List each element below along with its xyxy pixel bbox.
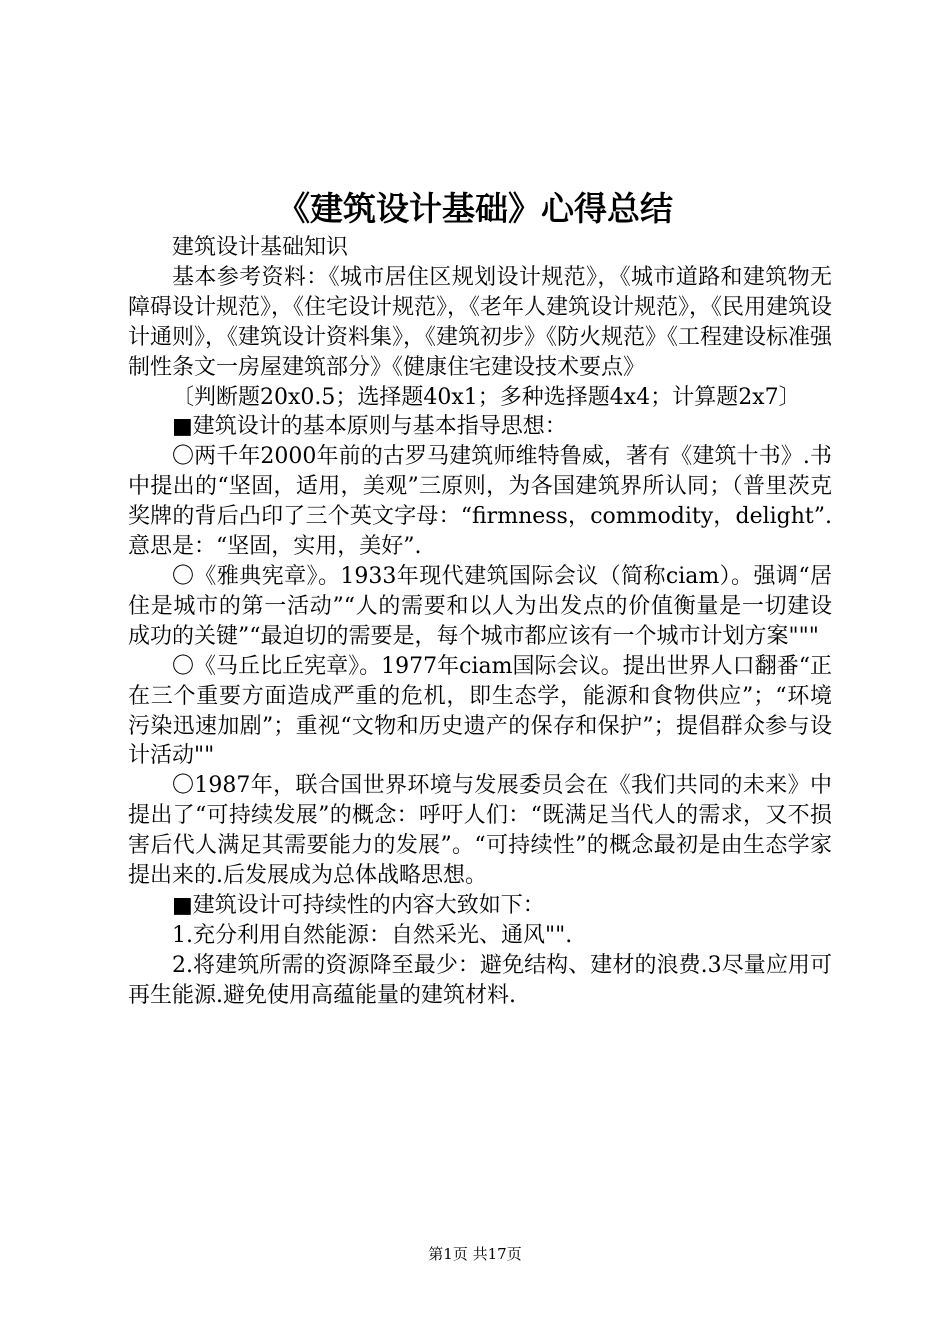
paragraph-sustainability: 〇1987年，联合国世界环境与发展委员会在《我们共同的未来》中提出了“可持续发展”的概念：呼吁人们：“既满足当代人的需求，又不损害后代人满足其需要能力的发展”。“可持续性”的概念最初是由生态学家提出来的.后发展成为总体战略思想。: [128, 773, 832, 889]
document-body: [128, 233, 832, 1011]
paragraph-references: 基本参考资料：《城市居住区规划设计规范》，《城市道路和建筑物无障碍设计规范》，《住宅设计规范》，《老年人建筑设计规范》，《民用建筑设计通则》，《建筑设计资料集》，《建筑初步》《防火规范》《工程建设标准强制性条文一房屋建筑部分》《健康住宅建设技术要点》: [128, 264, 833, 380]
page-footer: 第1页 共17页: [428, 1245, 522, 1263]
document-title: 《建筑设计基础》心得总结: [277, 189, 673, 228]
section-heading-principles: ■建筑设计的基本原则与基本指导思想：: [172, 414, 567, 440]
paragraph-vitruvius: 〇两千年2000年前的古罗马建筑师维特鲁威，著有《建筑十书》.书中提出的“坚固，适用，美观”三原则，为各国建筑界所认同；（普里茨克奖牌的背后凸印了三个英文字母：“firmness，commodity，delight”.意思是：“坚固，实用，美好”.: [128, 444, 832, 560]
section-heading-sustainability: ■建筑设计可持续性的内容大致如下：: [172, 892, 545, 918]
list-item-resources: 2.将建筑所需的资源降至最少：避免结构、建材的浪费.3尽量应用可再生能源.避免使用高蕴能量的建筑材料.: [128, 952, 832, 1008]
paragraph-exam-format: 〔判断题20x0.5；选择题40x1；多种选择题4x4；计算题2x7〕: [172, 384, 801, 410]
list-item-natural-energy: 1.充分利用自然能源：自然采光、通风"".: [172, 922, 573, 948]
paragraph-athens-charter: 〇《雅典宪章》。1933年现代建筑国际会议（简称ciam）。强调“居住是城市的第一活动”“人的需要和以人为出发点的价值衡量是一切建设成功的关键”“最迫切的需要是，每个城市都应该有一个城市计划方案""": [128, 563, 832, 649]
paragraph-machu-picchu-charter: 〇《马丘比丘宪章》。1977年ciam国际会议。提出世界人口翻番“正在三个重要方面造成严重的危机，即生态学，能源和食物供应”；“环境污染迅速加剧”；重视“文物和历史遗产的保存和保护”；提倡群众参与设计活动"": [128, 653, 832, 769]
paragraph-heading: 建筑设计基础知识: [172, 235, 349, 260]
